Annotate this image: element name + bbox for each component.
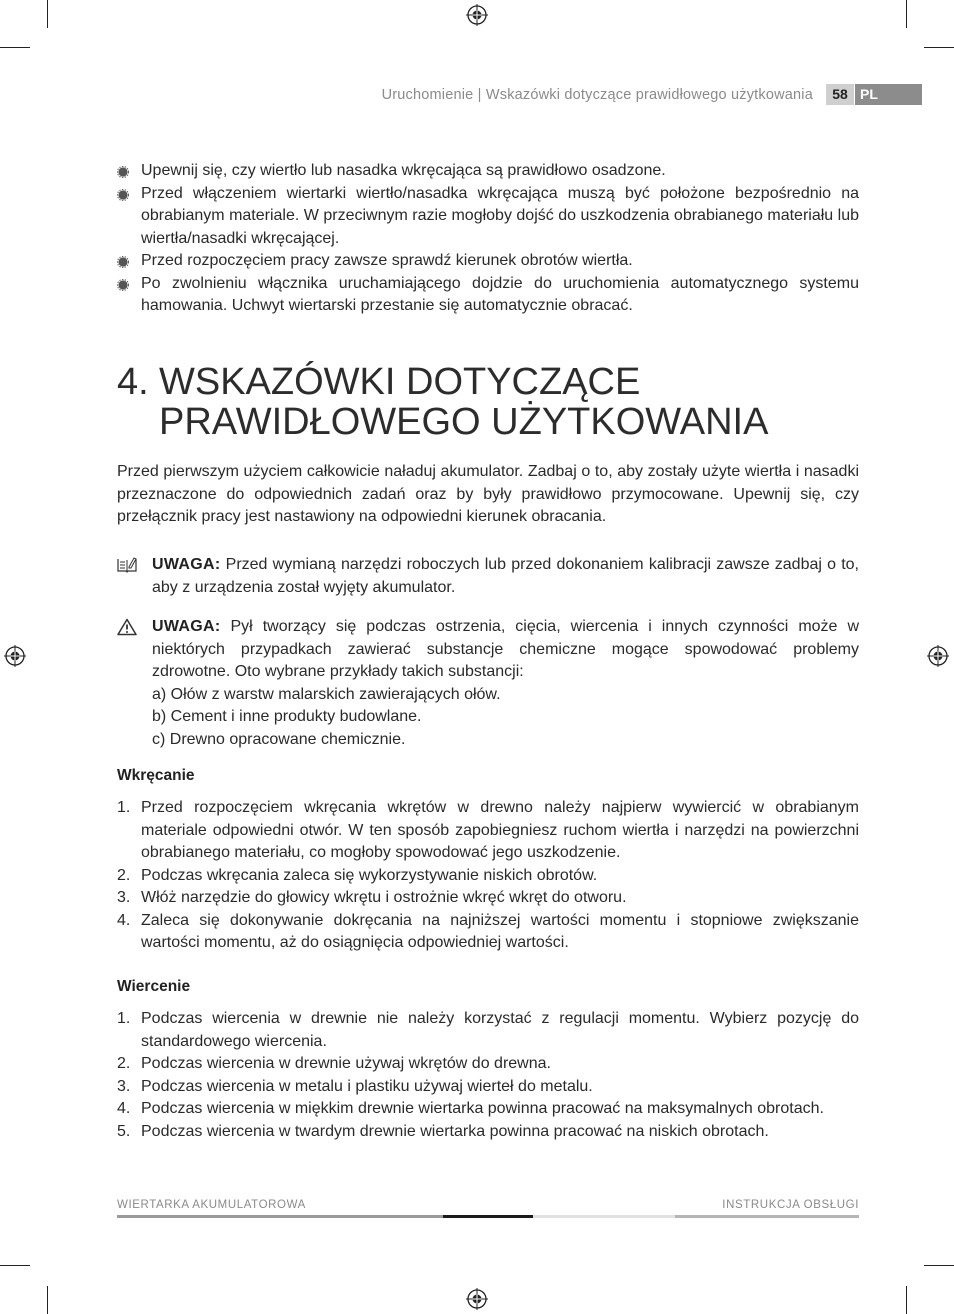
item-text: Podczas wiercenia w drewnie używaj wkrętów do drewna. xyxy=(141,1055,551,1072)
note-box xyxy=(117,554,859,599)
subheading-drilling: Wiercenie xyxy=(117,978,191,995)
drilling-steps xyxy=(117,1008,859,1143)
item-number: 4. xyxy=(117,911,131,929)
gear-bullet-icon xyxy=(117,189,129,201)
footer-document-name: INSTRUKCJA OBSŁUGI xyxy=(722,1199,859,1211)
note-text: Przed wymianą narzędzi roboczych lub przed dokonaniem kalibracji zawsze zadbaj o to, aby z urządzenia został wyjęty akumulator. xyxy=(152,556,859,596)
item-text: Podczas wiercenia w twardym drewnie wiertarka powinna pracować na niskich obrotach. xyxy=(141,1122,769,1140)
crop-mark xyxy=(0,47,30,48)
running-header: Uruchomienie | Wskazówki dotyczące prawidłowego użytkowania xyxy=(381,87,813,103)
footer-rule xyxy=(675,1215,859,1218)
warning-box xyxy=(117,616,859,751)
list-item xyxy=(117,183,859,251)
bullet-text: Upewnij się, czy wiertło lub nasadka wkręcająca są prawidłowo osadzone. xyxy=(141,162,666,179)
list-item xyxy=(117,1053,859,1076)
list-item xyxy=(117,250,859,273)
item-text: Włóż narzędzie do głowicy wkrętu i ostrożnie wkręć wkręt do otworu. xyxy=(141,889,627,906)
gear-bullet-icon xyxy=(117,166,129,178)
item-number: 1. xyxy=(117,1010,131,1027)
warning-triangle-icon xyxy=(117,618,137,636)
item-number: 1. xyxy=(117,799,131,816)
list-item xyxy=(117,1121,859,1144)
footer-rule xyxy=(443,1215,533,1218)
precaution-bullet-list xyxy=(117,160,859,318)
list-item xyxy=(117,865,859,888)
section-title-line1: WSKAZÓWKI DOTYCZĄCE xyxy=(159,361,641,403)
item-number: 2. xyxy=(117,1055,131,1072)
item-text: Przed rozpoczęciem wkręcania wkrętów w drewno należy najpierw wywiercić w obrabianym materiale odpowiedni otwór. W ten sposób zapobiegniesz ruchom wiertła i narzędzi na powierzchni obrabianego materiału, co mogłoby spowodować jego uszkodzenie. xyxy=(141,799,859,861)
item-number: 3. xyxy=(117,889,131,906)
item-text: Podczas wiercenia w metalu i plastiku używaj wierteł do metalu. xyxy=(141,1077,593,1095)
item-number: 3. xyxy=(117,1077,131,1095)
list-item xyxy=(117,160,859,183)
list-item xyxy=(117,1076,859,1099)
registration-mark-icon xyxy=(4,645,26,667)
item-text: Podczas wkręcania zaleca się wykorzystywanie niskich obrotów. xyxy=(141,866,598,884)
item-text: Podczas wiercenia w miękkim drewnie wiertarka powinna pracować na maksymalnych obrotach. xyxy=(141,1100,824,1117)
bullet-text: Przed włączeniem wiertarki wiertło/nasadka wkręcająca muszą być położone bezpośrednio na obrabianym materiale. W przeciwnym razie mogłoby dojść do uszkodzenia obrabianego materiału lub wiertła/nasadki wkręcającej. xyxy=(141,184,859,247)
footer-rule xyxy=(533,1215,675,1218)
page-number: 58 xyxy=(826,84,854,105)
section-intro: Przed pierwszym użyciem całkowicie naładuj akumulator. Zadbaj o to, aby zostały użyte wiertła i nasadki przeznaczone do odpowiednich zadań oraz by były prawidłowo przymocowane. Upewnij się, czy przełącznik pracy jest nastawiony na odpowiedni kierunek obracania. xyxy=(117,463,859,525)
registration-mark-icon xyxy=(466,1288,488,1310)
screwing-steps xyxy=(117,797,859,955)
item-number: 4. xyxy=(117,1100,131,1117)
gear-bullet-icon xyxy=(117,256,129,268)
crop-mark xyxy=(906,0,907,28)
item-number: 5. xyxy=(117,1122,131,1140)
list-item xyxy=(117,797,859,865)
note-label: UWAGA: xyxy=(152,556,221,573)
section-number: 4. xyxy=(117,361,149,403)
item-text: Podczas wiercenia w drewnie nie należy korzystać z regulacji momentu. Wybierz pozycję do standardowego wiercenia. xyxy=(141,1010,859,1050)
crop-mark xyxy=(47,0,48,28)
footer-product-name: WIERTARKA AKUMULATOROWA xyxy=(117,1199,306,1211)
bullet-text: Przed rozpoczęciem pracy zawsze sprawdź kierunek obrotów wiertła. xyxy=(141,252,633,269)
item-number: 2. xyxy=(117,866,131,884)
section-title xyxy=(117,362,768,442)
list-item xyxy=(117,1098,859,1121)
crop-mark xyxy=(0,1265,30,1266)
warning-text: Pył tworzący się podczas ostrzenia, cięcia, wiercenia i innych czynności może w niektórych przypadkach zawierać substancje chemiczne mogące spowodować problemy zdrowotne. Oto wybrane przykłady takich substancji: xyxy=(152,618,859,680)
list-item xyxy=(117,1008,859,1053)
item-text: Zaleca się dokonywanie dokręcania na najniższej wartości momentu i stopniowe zwiększanie wartości momentu, aż do osiągnięcia odpowiedniej wartości. xyxy=(141,911,859,951)
crop-mark xyxy=(924,1265,954,1266)
warning-label: UWAGA: xyxy=(152,618,221,635)
list-item: b) Cement i inne produkty budowlane. xyxy=(152,708,422,725)
registration-mark-icon xyxy=(466,4,488,26)
list-item: c) Drewno opracowane chemicznie. xyxy=(152,730,406,748)
bullet-text: Po zwolnieniu włącznika uruchamiającego dojdzie do uruchomienia automatycznego systemu hamowania. Uchwyt wiertarski przestanie się automatycznie obracać. xyxy=(141,274,859,314)
book-note-icon xyxy=(117,556,137,574)
section-title-line2: PRAWIDŁOWEGO UŻYTKOWANIA xyxy=(159,401,769,443)
language-tag: PL xyxy=(855,84,922,105)
gear-bullet-icon xyxy=(117,279,129,291)
footer-rule xyxy=(117,1215,443,1218)
registration-mark-icon xyxy=(927,645,949,667)
crop-mark xyxy=(906,1286,907,1314)
list-item xyxy=(117,910,859,955)
list-item xyxy=(117,887,859,910)
list-item xyxy=(117,273,859,318)
list-item: a) Ołów z warstw malarskich zawierających ołów. xyxy=(152,685,501,703)
crop-mark xyxy=(47,1286,48,1314)
crop-mark xyxy=(924,47,954,48)
subheading-screwing: Wkręcanie xyxy=(117,767,195,784)
